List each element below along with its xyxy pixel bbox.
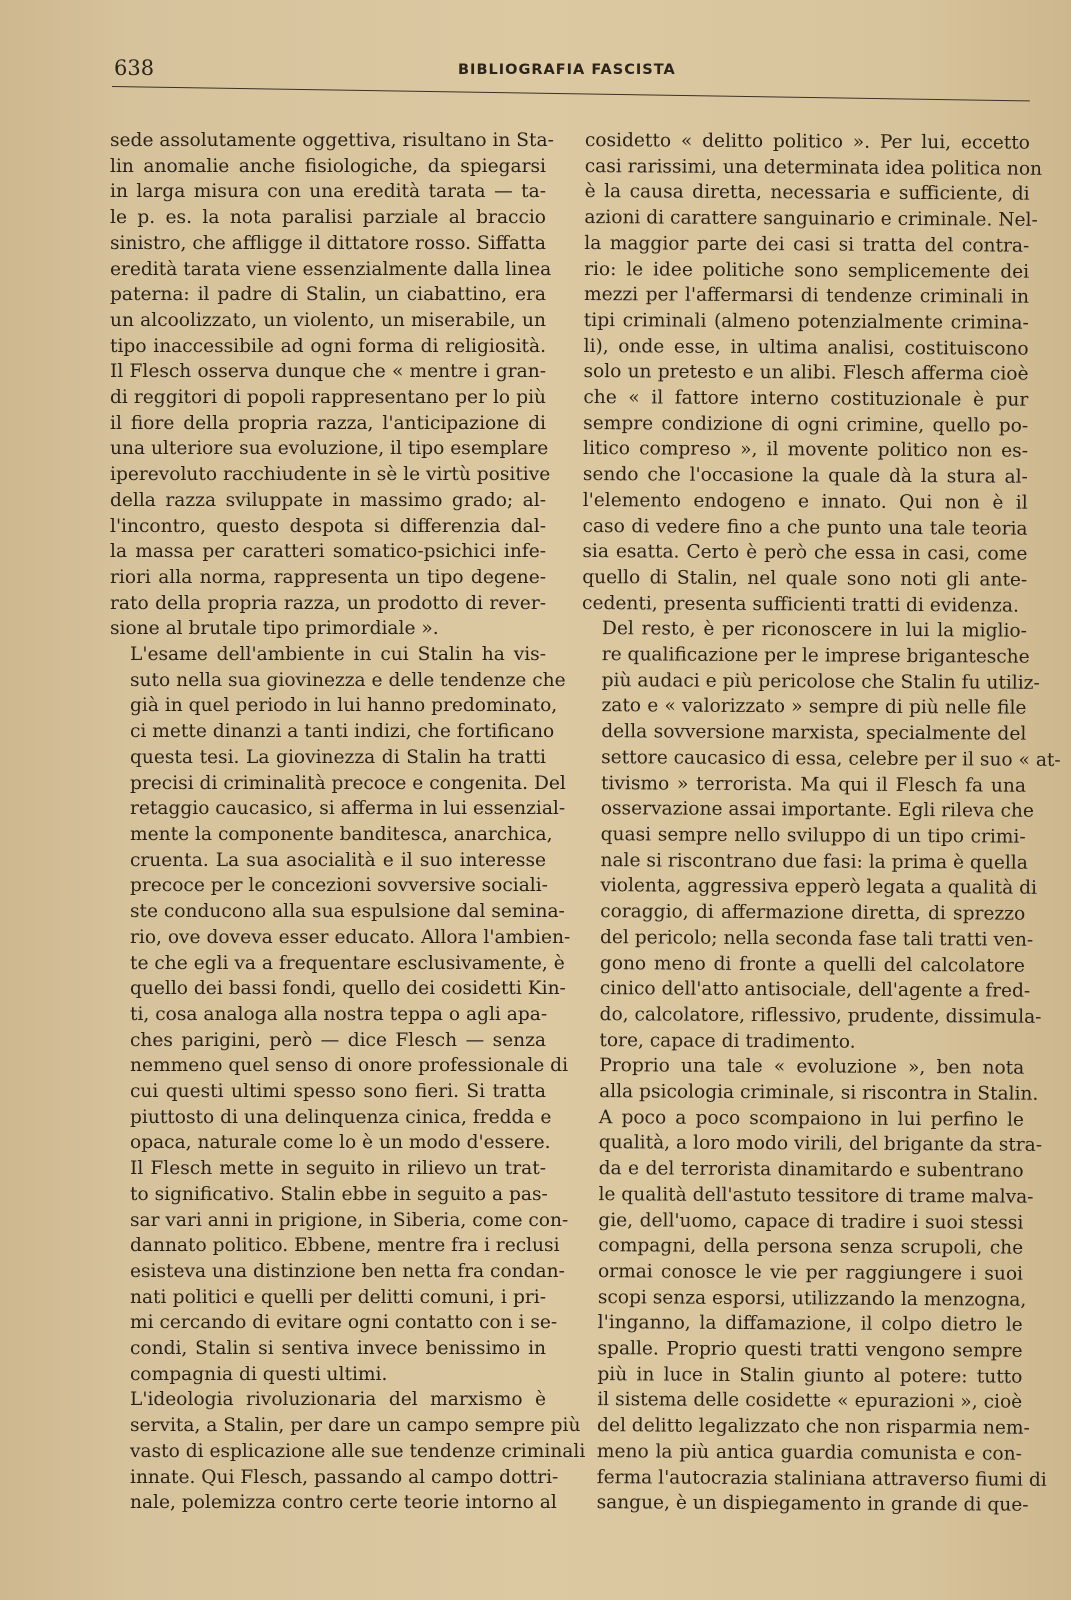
text-line: cruenta. La sua asocialità e il suo interesse [130,849,546,871]
text-line: innate. Qui Flesch, passando al campo dottri- [130,1466,559,1488]
text-line: retaggio caucasico, si afferma in lui essenzial- [130,798,566,820]
text-line: qualità, a loro modo virili, del brigante da stra- [598,1132,1043,1157]
text-line: sinistro, che affligge il dittatore rosso. Siffatta [110,232,546,254]
text-line: cosidetto « delitto politico ». Per lui, eccetto [584,129,1030,154]
text-line: solo un pretesto e un alibi. Flesch afferma cioè [583,361,1029,386]
text-line: il sistema delle cosidette « epurazioni », cioè [597,1389,1023,1414]
text-line: quello dei bassi fondi, quello dei cosidetti Kin- [130,978,566,1000]
text-line: mi cercando di evitare ogni contatto con i se- [130,1312,558,1334]
text-line: Il Flesch osserva dunque che « mentre i gran- [110,361,546,383]
text-line: ste conducono alla sua espulsione dal semina- [130,901,565,923]
paragraph [110,642,571,1156]
text-line: l'elemento endogeno e innato. Qui non è il [582,489,1028,514]
text-line: coraggio, di affermazione diretta, di sprezzo [600,901,1026,925]
text-line: eredità tarata viene essenzialmente dalla linea [110,258,552,280]
text-line: mente la componente banditesca, anarchica, [130,823,553,845]
text-line: quasi sempre nello sviluppo di un tipo crimi- [600,824,1026,848]
text-line: tipo inaccessibile ad ogni forma di religiosità. [110,335,546,357]
paragraph [582,128,1043,619]
text-line: re qualificazione per le imprese brigantesche [601,644,1030,668]
text-line: un alcoolizzato, un violento, un miserabile, un [110,309,546,331]
text-line: sione al brutale tipo primordiale ». [110,618,439,640]
text-line: dannato politico. Ebbene, mentre fra i reclusi [130,1235,560,1257]
text-line: zato e « valorizzato » sempre di più nelle file [601,695,1027,720]
text-line: cinico dell'atto antisociale, dell'agente a fred- [599,978,1031,1002]
text-line: del delitto legalizzato che non risparmia nem- [597,1415,1030,1439]
text-line: della razza sviluppate in massimo grado; al- [110,489,546,511]
text-line: spalle. Proprio questi tratti vengono sempre [597,1338,1023,1362]
text-line: to significativo. Stalin ebbe in seguito a pas- [130,1183,548,1205]
text-line: caso di vedere fino a che punto una tale teoria [582,515,1028,540]
text-line: vasto di esplicazione alle sue tendenze criminali [130,1440,586,1462]
text-line: già in quel periodo in lui hanno predominato, [130,695,558,717]
text-line: litico compreso », il movente politico non es- [582,438,1029,463]
text-line: più audaci e più pericolose che Stalin fu utiliz- [601,669,1040,694]
text-line: ches parigini, però — dice Flesch — senza [130,1029,546,1051]
paragraph [579,616,1061,1056]
text-line: che « il fattore interno costituzionale è pur [583,387,1029,411]
right-column [577,128,1061,1519]
paragraph [110,1387,586,1516]
text-line: una ulteriore sua evoluzione, il tipo esemplare [110,438,549,460]
text-line: te che egli va a frequentare esclusivamente, è [130,952,565,974]
page-number: 638 [114,56,155,80]
text-line: azioni di carattere sanguinario e criminale. Nel- [584,207,1038,231]
text-line: violenta, aggressiva epperò legata a qualità di [600,875,1038,900]
text-line: sede assolutamente oggettiva, risultano in Sta- [110,130,554,151]
text-line: la maggior parte dei casi si tratta del contra- [584,232,1030,257]
text-line: gie, dell'uomo, capace di tradire i suoi stessi [598,1209,1024,1234]
text-line: compagnia di questi ultimi. [130,1363,388,1385]
text-line: meno la più antica guardia comunista e con- [596,1440,1022,1465]
text-line: compagni, della persona senza scrupoli, che [598,1235,1024,1259]
running-head: BIBLIOGRAFIA FASCISTA [458,62,676,78]
text-line: nale, polemizza contro certe teorie intorno al [130,1492,557,1514]
text-line: li), onde esse, in ultima analisi, costituiscono [583,335,1029,360]
text-line: sar vari anni in prigione, in Siberia, come con- [130,1209,569,1231]
text-line: piuttosto di una delinquenza cinica, fredda e [130,1106,552,1128]
text-line: paterna: il padre di Stalin, un ciabattino, era [110,284,546,306]
text-line: ferma l'autocrazia staliniana attraverso fiumi di [596,1466,1047,1491]
text-line: Del resto, è per riconoscere in lui la miglio- [601,618,1027,643]
text-line: questa tesi. La giovinezza di Stalin ha tratti [130,746,546,768]
text-line: sempre condizione di ogni crimine, quello po- [583,412,1029,437]
text-line: casi rarissimi, una determinata idea politica non [584,155,1043,180]
text-line: condi, Stalin si sentiva invece benissimo in [130,1338,546,1360]
text-line: settore caucasico di essa, celebre per il suo « at- [601,746,1061,771]
text-line: l'inganno, la diffamazione, il colpo dietro le [597,1312,1023,1337]
text-line: in larga misura con una eredità tarata — ta- [110,181,546,203]
text-line: di reggitori di popoli rappresentano per lo più [110,387,546,409]
text-line: Proprio una tale « evoluzione », ben nota [599,1055,1025,1080]
text-line: le qualità dell'astuto tessitore di trame malva- [598,1183,1034,1208]
text-line: servita, a Stalin, per dare un campo sempre più [130,1415,581,1437]
text-line: sangue, è un dispiegamento in grande di que- [596,1492,1029,1517]
text-line: nati politici e quelli per delitti comuni, i pri- [130,1286,546,1308]
text-line: sendo che l'occasione la quale dà la stura al- [582,464,1028,488]
text-line: rio: le idee politiche sono semplicemente dei [584,258,1030,283]
text-line: precisi di criminalità precoce e congenita. Del [130,772,566,794]
text-line: tivismo » terrorista. Ma qui il Flesch fa una [600,772,1027,797]
text-line: ci mette dinanzi a tanti indizi, che fortificano [130,721,555,743]
text-line: è la causa diretta, necessaria e sufficiente, di [584,181,1030,206]
text-line: gono meno di fronte a quelli del calcolatore [599,952,1025,977]
text-line: Il Flesch mette in seguito in rilievo un trat- [130,1158,546,1180]
text-line: l'incontro, questo despota si differenzia dal- [110,515,546,537]
text-line: quello di Stalin, nel quale sono noti gli ante- [582,566,1028,591]
text-line: opaca, naturale come lo è un modo d'essere. [130,1132,551,1154]
text-line: alla psicologia criminale, si riscontra in Stalin. [599,1081,1039,1105]
text-line: ormai conosce le vie per raggiungere i suoi [597,1261,1024,1285]
text-line: lin anomalie anche fisiologiche, da spiegarsi [110,155,546,177]
text-line: iperevoluto racchiudente in sè le virtù positive [110,464,551,486]
page-header [0,0,1071,110]
text-line: suto nella sua giovinezza e delle tendenze che [130,669,566,691]
header-rule [112,86,1030,101]
text-line: il fiore della propria razza, l'anticipazione di [110,412,546,434]
text-line: L'ideologia rivoluzionaria del marxismo è [130,1389,546,1411]
paragraph [577,1053,1047,1518]
text-line: do, calcolatore, riflessivo, prudente, dissimula- [599,1004,1042,1028]
text-line: ti, cosa analoga alla nostra teppa o agli apa- [130,1003,548,1025]
text-line: del pericolo; nella seconda fase tali tratti ven- [599,926,1034,951]
text-line: riori alla norma, rappresenta un tipo degene- [110,566,546,588]
text-line: da e del terrorista dinamitardo e subentrano [598,1158,1024,1182]
text-line: rio, ove doveva esser educato. Allora l'ambien- [130,926,571,948]
text-line: cedenti, presenta sufficienti tratti di evidenza. [582,592,1019,617]
paragraph [110,1156,569,1387]
text-line: tore, capace di tradimento. [599,1029,856,1053]
left-column [110,128,586,1516]
text-line: esisteva una distinzione ben netta fra condan- [130,1260,565,1282]
paragraph [110,128,554,642]
text-line: tipi criminali (almeno potenzialmente crimina- [583,309,1029,334]
text-line: più in luce in Stalin giunto al potere: tutto [597,1363,1023,1388]
text-line: cui questi ultimi spesso sono fieri. Si tratta [130,1081,546,1103]
text-line: della sovversione marxista, specialmente del [601,721,1027,745]
text-line: scopi senza esporsi, utilizzando la menzogna, [597,1286,1027,1311]
text-line: precoce per le concezioni sovversive sociali- [130,875,548,897]
text-line: osservazione assai importante. Egli rileva che [600,798,1034,823]
text-line: nemmeno quel senso di onore professionale di [130,1055,569,1077]
text-line: sia esatta. Certo è però che essa in casi, come [582,541,1028,565]
text-line: A poco a poco scompaiono in lui perfino le [598,1106,1025,1131]
text-line: le p. es. la nota paralisi parziale al braccio [110,207,546,229]
text-line: mezzi per l'affermarsi di tendenze criminali in [583,284,1030,308]
text-line: L'esame dell'ambiente in cui Stalin ha vis- [130,644,546,666]
text-line: nale si riscontrano due fasi: la prima è quella [600,849,1028,874]
text-line: rato della propria razza, un prodotto di rever- [110,592,546,614]
text-line: la massa per caratteri somatico-psichici infe- [110,541,546,563]
